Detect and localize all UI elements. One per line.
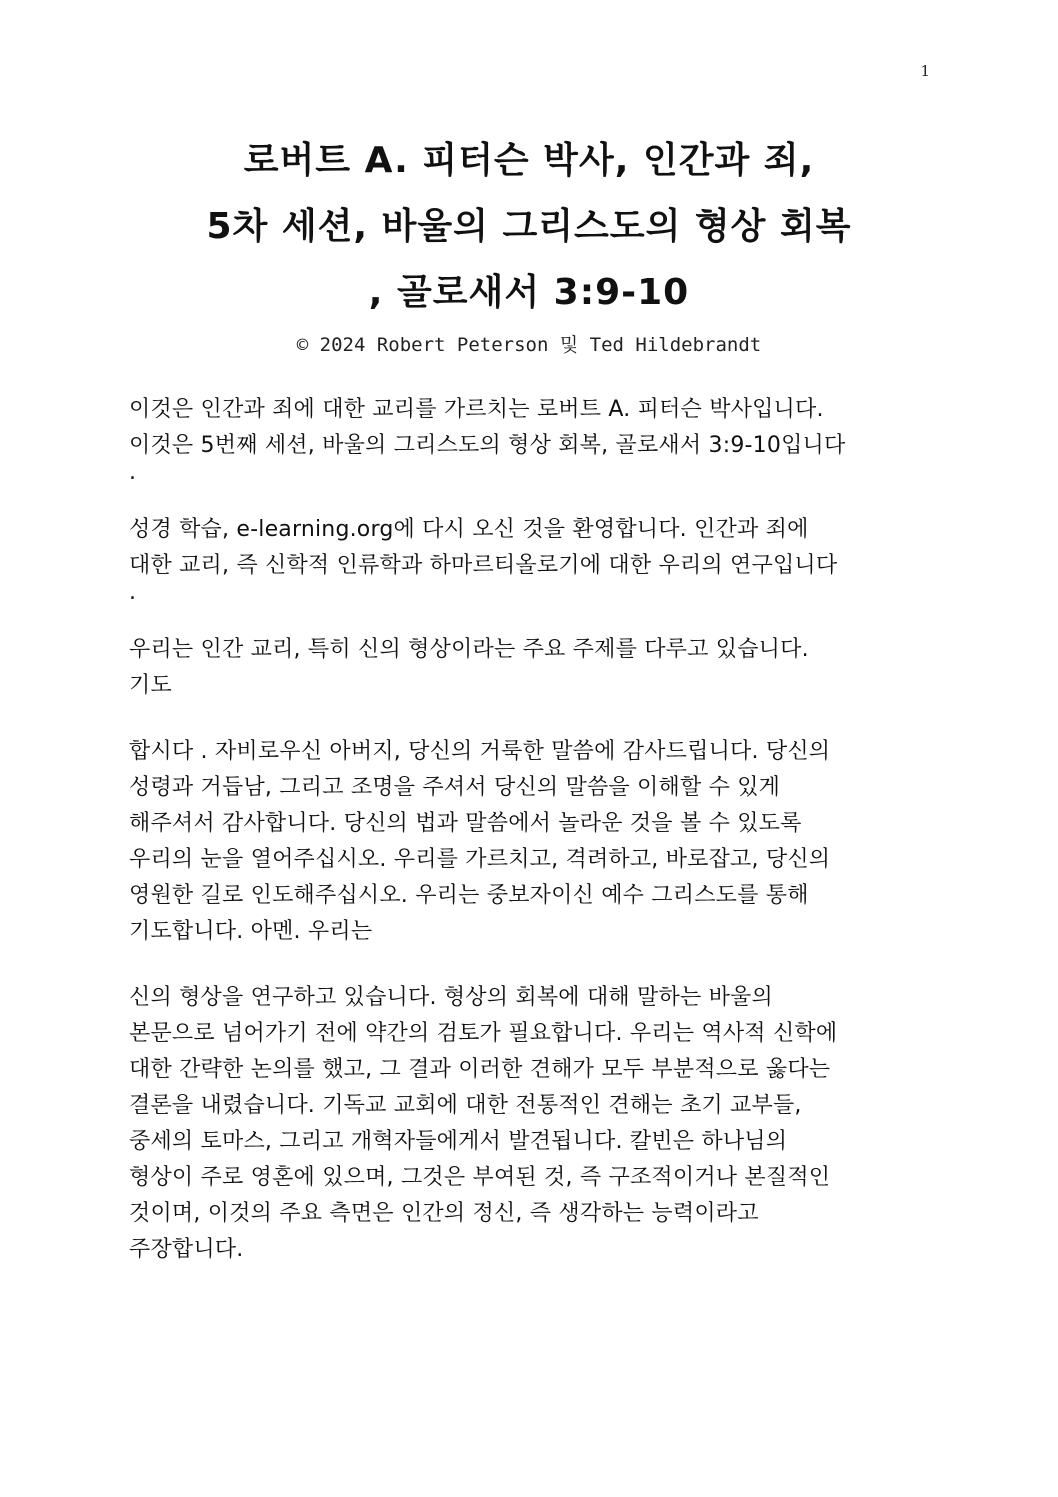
text-line: 우리는 인간 교리, 특히 신의 형상이라는 주요 주제를 다루고 있습니다.	[129, 637, 809, 662]
paragraph-welcome	[129, 512, 929, 605]
text-line: 대한 간략한 논의를 했고, 그 결과 이러한 견해가 모두 부분적으로 옳다는	[129, 1057, 831, 1082]
text-line: 기도	[129, 673, 172, 698]
text-line: 우리의 눈을 열어주십시오. 우리를 가르치고, 격려하고, 바로잡고, 당신의	[129, 847, 831, 872]
text-line: .	[129, 460, 137, 485]
title-line: , 골로새서 3:9-10	[368, 272, 690, 313]
copyright-notice: © 2024 Robert Peterson 및 Ted Hildebrandt	[296, 334, 762, 356]
text-line: 이것은 5번째 세션, 바울의 그리스도의 형상 회복, 골로새서 3:9-10입니다	[129, 433, 846, 458]
transcript-body	[129, 392, 929, 1298]
text-line: 주장합니다.	[129, 1237, 244, 1262]
text-line: 본문으로 넘어가기 전에 약간의 검토가 필요합니다. 우리는 역사적 신학에	[129, 1021, 838, 1046]
text-line: 신의 형상을 연구하고 있습니다. 형상의 회복에 대해 말하는 바울의	[129, 985, 773, 1010]
text-line: 대한 교리, 즉 신학적 인류학과 하마르티올로기에 대한 우리의 연구입니다	[129, 553, 838, 578]
text-line: 이것은 인간과 죄에 대한 교리를 가르치는 로버트 A. 피터슨 박사입니다.	[129, 397, 824, 422]
text-line: 성경 학습, e-learning.org에 다시 오신 것을 환영합니다. 인간과 죄에	[129, 517, 809, 542]
text-line: 것이며, 이것의 주요 측면은 인간의 정신, 즉 생각하는 능력이라고	[129, 1201, 759, 1226]
document-title	[0, 128, 1058, 326]
text-line: 해주셔서 감사합니다. 당신의 법과 말씀에서 놀라운 것을 볼 수 있도록	[129, 811, 802, 836]
paragraph-prayer	[129, 734, 929, 950]
title-line: 5차 세션, 바울의 그리스도의 형상 회복	[206, 206, 852, 247]
text-line: 합시다 . 자비로우신 아버지, 당신의 거룩한 말씀에 감사드립니다. 당신의	[129, 739, 831, 764]
paragraph-topic	[129, 632, 929, 704]
text-line: .	[129, 580, 137, 605]
paragraph-intro	[129, 392, 929, 485]
title-line: 로버트 A. 피터슨 박사, 인간과 죄,	[243, 140, 815, 181]
paragraph-image-of-god	[129, 980, 929, 1268]
text-line: 형상이 주로 영혼에 있으며, 그것은 부여된 것, 즉 구조적이거나 본질적인	[129, 1165, 831, 1190]
text-line: 기도합니다. 아멘. 우리는	[129, 919, 373, 944]
page-number: 1	[920, 62, 930, 80]
text-line: 결론을 내렸습니다. 기독교 교회에 대한 전통적인 견해는 초기 교부들,	[129, 1093, 802, 1118]
text-line: 중세의 토마스, 그리고 개혁자들에게서 발견됩니다. 칼빈은 하나님의	[129, 1129, 788, 1154]
text-line: 성령과 거듭남, 그리고 조명을 주셔서 당신의 말씀을 이해할 수 있게	[129, 775, 781, 800]
text-line: 영원한 길로 인도해주십시오. 우리는 중보자이신 예수 그리스도를 통해	[129, 883, 809, 908]
